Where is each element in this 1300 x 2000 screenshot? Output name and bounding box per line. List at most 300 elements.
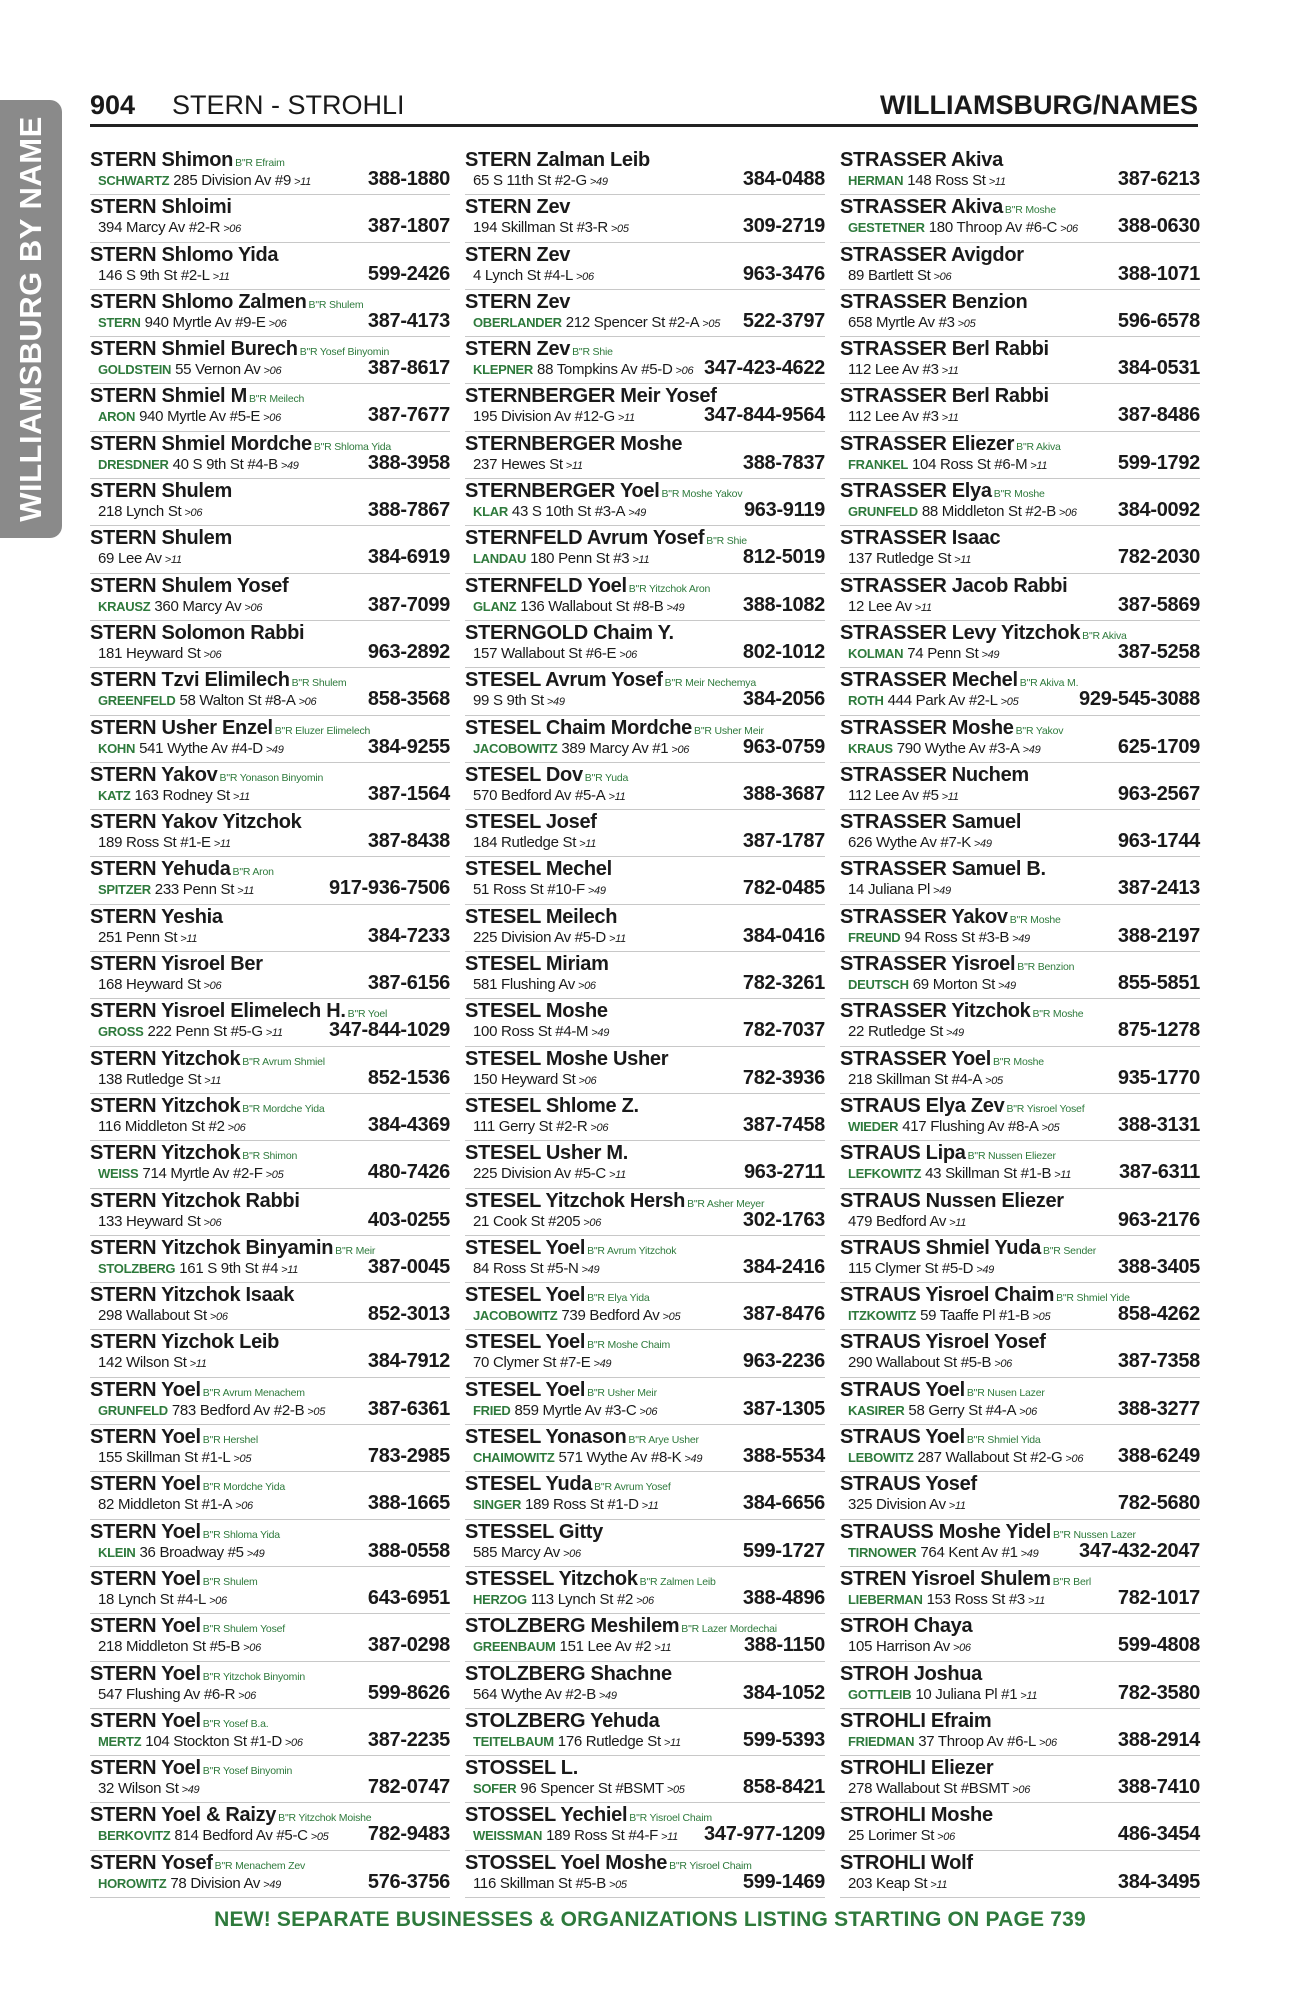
listing-entry [90, 1141, 450, 1188]
listing-entry [840, 716, 1200, 763]
listing-entry [840, 763, 1200, 810]
listing-address [848, 1307, 1050, 1324]
listing-phone: 599-4808 [1117, 1634, 1200, 1657]
listing-zip-code: >06 [563, 1547, 581, 1560]
listing-relation: B"R Yitzchok Moishe [278, 1812, 372, 1825]
listing-street: 571 Wythe Av #8-K [558, 1449, 682, 1467]
listing-entry [90, 290, 450, 337]
listing-street: 74 Penn St [907, 644, 979, 662]
listing-zip-code: >06 [184, 507, 203, 520]
listing-kin-name: CHAIMOWITZ [473, 1450, 555, 1466]
listing-street: 225 Division Av #5-D [473, 928, 606, 946]
listing-street: 146 S 9th St #2-L [98, 266, 210, 284]
listing-street: 161 S 9th St #4 [179, 1259, 279, 1277]
listing-street: 940 Myrtle Av #9-E [144, 313, 266, 331]
listing-relation: B"R Efraim [235, 157, 285, 169]
listing-name [840, 622, 1127, 645]
listing-kin-name: KLAR [473, 504, 508, 520]
listing-phone: 384-1052 [742, 1681, 825, 1704]
listing-kin-name: JACOBOWITZ [473, 740, 558, 756]
listing-street: 218 Middleton St #5-B [98, 1638, 241, 1656]
listing-kin-name: SPITZER [98, 882, 151, 898]
listing-street: 389 Marcy Av #1 [561, 739, 669, 757]
listing-kin-name: TIRNOWER [848, 1544, 917, 1560]
listing-kin-name: LEBOWITZ [848, 1450, 914, 1466]
listing-kin-name: STERN [98, 314, 141, 330]
listing-name-text: STERN Usher Enzel [90, 716, 273, 739]
listing-kin-name: STOLZBERG [98, 1260, 176, 1276]
listing-address [473, 1733, 681, 1750]
listing-name [90, 953, 263, 976]
listing-name-text: STOSSEL Yechiel [465, 1804, 628, 1827]
listing-phone: 963-2236 [742, 1350, 825, 1373]
listing-phone: 302-1763 [742, 1208, 825, 1231]
listing-phone: 388-6249 [1117, 1445, 1200, 1468]
listing-zip-code: >05 [1032, 1311, 1051, 1324]
listing-entry [90, 1283, 450, 1330]
listing-entry [465, 1094, 825, 1141]
listing-phone: 782-1017 [1117, 1586, 1200, 1609]
listing-entry [840, 999, 1200, 1046]
listing-name-text: STERN Yoel [90, 1615, 201, 1638]
listing-phone: 782-5680 [1117, 1492, 1200, 1515]
listing-name [90, 1804, 371, 1827]
listing-entry [465, 574, 825, 621]
listing-name-text: STERN Yakov [90, 763, 218, 786]
listing-name-text: STERNBERGER Yoel [465, 480, 660, 503]
listing-street: 142 Wilson St [98, 1354, 187, 1372]
listing-street: 570 Bedford Av #5-A [473, 786, 606, 804]
listing-address [848, 550, 971, 567]
listing-name [465, 906, 617, 929]
listing-name [465, 858, 612, 881]
listing-street: 150 Heyward St [473, 1070, 576, 1088]
listing-phone: 812-5019 [742, 546, 825, 569]
listing-kin-name: KOLMAN [848, 645, 904, 661]
listing-street: 237 Hewes St [473, 455, 563, 473]
listing-kin-name: GREENFELD [98, 693, 176, 709]
listing-zip-code: >49 [981, 648, 1000, 661]
listing-name-text: STERN Shlomo Yida [90, 243, 279, 266]
listing-entry [90, 1614, 450, 1661]
listing-name-text: STERN Yoel [90, 1426, 201, 1449]
listing-street: 18 Lynch St #4-L [98, 1590, 207, 1608]
listing-address [98, 1118, 245, 1135]
listing-street: 181 Heyward St [98, 644, 201, 662]
listing-phone: 388-7837 [742, 451, 825, 474]
listing-phone: 387-1305 [742, 1397, 825, 1420]
listing-street: 112 Lee Av #5 [848, 786, 939, 804]
listing-zip-code: >11 [948, 1500, 966, 1513]
listing-name-text: STERN Shimon [90, 149, 234, 171]
listing-kin-name: KRAUSZ [98, 598, 151, 614]
listing-street: 115 Clymer St #5-D [848, 1259, 974, 1277]
listing-zip-code: >05 [307, 1405, 326, 1418]
listing-address [473, 1071, 596, 1088]
listing-address [98, 503, 202, 520]
listing-street: 51 Ross St #10-F [473, 881, 585, 899]
listing-name [90, 433, 391, 456]
listing-name [840, 1048, 1044, 1071]
listing-kin-name: ARON [98, 409, 136, 425]
listing-entry [840, 1851, 1200, 1898]
listing-name-text: STOLZBERG Meshilem [465, 1615, 680, 1638]
listing-zip-code: >11 [654, 1642, 672, 1655]
listing-address [98, 645, 221, 662]
listing-name [90, 906, 223, 929]
listing-phone: 387-7358 [1117, 1350, 1200, 1373]
listing-address [848, 1686, 1037, 1703]
listing-name-text: STERN Shulem [90, 480, 232, 503]
listing-zip-code: >06 [209, 1594, 227, 1607]
listing-street: 84 Ross St #5-N [473, 1259, 579, 1277]
listing-name-text: STESEL Dov [465, 763, 583, 786]
listing-entry [90, 1851, 450, 1898]
listing-zip-code: >06 [577, 980, 596, 993]
listing-phone: 388-1880 [367, 168, 450, 190]
listing-zip-code: >06 [243, 1642, 261, 1655]
listing-address [848, 645, 999, 662]
listing-address [848, 1449, 1083, 1466]
listing-name [840, 1379, 1045, 1402]
listing-name [840, 1237, 1096, 1260]
listing-phone: 388-3405 [1117, 1255, 1200, 1278]
listing-zip-code: >06 [203, 980, 222, 993]
listing-name [90, 717, 370, 740]
listing-name [465, 717, 764, 740]
listing-name [90, 764, 323, 787]
listing-address [98, 267, 230, 284]
listing-relation: B"R Yoel [347, 1008, 388, 1021]
listing-address [848, 1875, 947, 1892]
listing-phone: 384-0092 [1117, 499, 1200, 522]
listing-name [465, 385, 717, 408]
listing-phone: 403-0255 [367, 1208, 450, 1231]
listing-kin-name: FRANKEL [848, 456, 909, 472]
listing-street: 298 Wallabout St [98, 1307, 207, 1325]
listing-address [473, 598, 684, 615]
listing-address [473, 787, 625, 804]
listing-phone: 347-844-9564 [704, 404, 825, 427]
listing-zip-code: >06 [590, 1121, 609, 1134]
listing-zip-code: >49 [1020, 1547, 1039, 1560]
listing-relation: B"R Benzion [1017, 961, 1075, 974]
listing-relation: B"R Yisroel Yosef [1006, 1102, 1085, 1115]
listing-zip-code: >06 [263, 365, 282, 378]
listing-kin-name: BERKOVITZ [98, 1828, 171, 1844]
listing-street: 113 Lynch St #2 [530, 1590, 634, 1608]
listing-name-text: STERN Yitzchok [90, 1094, 241, 1117]
listing-phone: 387-8617 [367, 357, 450, 380]
listing-phone: 388-4896 [742, 1586, 825, 1609]
listing-name-text: STERN Shloimi [90, 196, 232, 219]
listing-zip-code: >06 [1060, 223, 1078, 236]
listing-name [840, 1331, 1046, 1354]
listing-address [848, 1638, 971, 1655]
listing-kin-name: GOLDSTEIN [98, 362, 172, 378]
listing-name [465, 1521, 603, 1544]
listing-kin-name: HERZOG [473, 1591, 527, 1607]
listing-entry [465, 1851, 825, 1898]
listing-street: 203 Keap St [848, 1874, 928, 1892]
listing-entry [90, 195, 450, 242]
listing-zip-code: >05 [666, 1784, 685, 1797]
listing-name [90, 622, 304, 645]
listing-name [840, 1190, 1064, 1213]
listing-zip-code: >06 [994, 1358, 1012, 1371]
listing-phone: 596-6578 [1117, 309, 1200, 332]
listing-entry [90, 763, 450, 810]
listing-phone: 388-2197 [1117, 924, 1200, 947]
listing-phone: 935-1770 [1117, 1066, 1200, 1089]
listing-address [98, 1213, 221, 1230]
listing-entry [840, 1094, 1200, 1141]
listing-kin-name: HERMAN [848, 173, 904, 188]
listing-entry [840, 1189, 1200, 1236]
listing-kin-name: FRIED [473, 1402, 511, 1418]
listing-entry [90, 1425, 450, 1472]
listing-zip-code: >06 [639, 1405, 658, 1418]
listing-name [840, 669, 1078, 692]
listing-phone: 643-6951 [367, 1586, 450, 1609]
listing-address [98, 1449, 251, 1466]
listing-street: 940 Myrtle Av #5-E [139, 408, 261, 426]
listing-street: 585 Marcy Av [473, 1543, 561, 1561]
listing-street: 58 Gerry St #4-A [908, 1401, 1017, 1419]
listing-address [473, 219, 629, 236]
listing-kin-name: KLEIN [98, 1544, 136, 1560]
listing-name-text: STERN Shulem [90, 527, 232, 550]
listing-address [473, 1449, 702, 1466]
listing-name [465, 1663, 672, 1686]
listing-name-text: STERN Yoel [90, 1662, 201, 1685]
listing-entry [465, 479, 825, 526]
listing-name [90, 338, 389, 361]
footer-notice: NEW! SEPARATE BUSINESSES & ORGANIZATIONS LISTING STARTING ON PAGE 739 [214, 1908, 1086, 1931]
listing-address [98, 1023, 283, 1040]
listing-entry [465, 1614, 825, 1661]
listing-street: 189 Ross St #4-F [546, 1827, 659, 1845]
listing-address [848, 1354, 1012, 1371]
listing-kin-name: HOROWITZ [98, 1875, 167, 1891]
listing-address [98, 1638, 261, 1655]
listing-relation: B"R Asher Meyer [687, 1197, 765, 1210]
listing-zip-code: >11 [663, 1736, 681, 1749]
listing-zip-code: >11 [661, 1831, 678, 1844]
listing-address [473, 503, 646, 520]
listing-address [848, 456, 1047, 473]
listing-phone: 963-0759 [742, 735, 825, 758]
listing-relation: B"R Moshe [1009, 913, 1061, 926]
listing-street: 36 Broadway #5 [139, 1543, 244, 1561]
listing-relation: B"R Avrum Menachem [202, 1386, 305, 1399]
listing-phone: 486-3454 [1117, 1823, 1200, 1846]
listing-phone: 388-7867 [367, 499, 450, 522]
listing-entry [840, 1047, 1200, 1094]
listing-entry [465, 290, 825, 337]
listing-phone: 384-7912 [367, 1350, 450, 1373]
listing-name [465, 1000, 608, 1023]
listing-address [473, 834, 596, 851]
listing-zip-code: >11 [232, 790, 250, 803]
listing-entry [840, 290, 1200, 337]
listing-address [473, 1591, 654, 1608]
listing-phone: 388-3277 [1117, 1397, 1200, 1420]
listing-zip-code: >11 [1030, 459, 1048, 472]
listing-name [465, 1473, 671, 1496]
listing-entry [90, 621, 450, 668]
listing-address [98, 1402, 325, 1419]
listing-kin-name: WEISS [98, 1166, 139, 1182]
listing-relation: B"R Shimon [242, 1150, 298, 1163]
listing-street: 285 Division Av #9 [173, 172, 292, 189]
listing-name [90, 575, 288, 598]
listing-phone: 384-0531 [1117, 357, 1200, 380]
listing-name [840, 244, 1024, 267]
listing-entry [465, 1141, 825, 1188]
listing-address [848, 787, 959, 804]
listing-relation: B"R Shmiel Yida [966, 1434, 1041, 1447]
listing-kin-name: GRUNFELD [98, 1402, 168, 1418]
listing-name [465, 433, 682, 456]
listing-address [473, 1686, 617, 1703]
column-2 [465, 148, 825, 1898]
listing-street: 59 Taaffe Pl #1-B [920, 1307, 1030, 1325]
listing-street: 32 Wilson St [98, 1780, 179, 1798]
listing-phone: 384-9255 [367, 735, 450, 758]
listing-phone: 384-7233 [367, 924, 450, 947]
listing-relation: B"R Akiva M. [1019, 677, 1079, 690]
listing-relation: B"R Mordche Yida [242, 1102, 325, 1115]
listing-zip-code: >11 [237, 885, 255, 898]
listing-name-text: STESEL Josef [465, 811, 597, 834]
listing-relation: B"R Yonason Binyomin [219, 771, 324, 784]
listing-zip-code: >06 [203, 1216, 222, 1229]
listing-kin-name: JACOBOWITZ [473, 1308, 558, 1324]
listing-name [840, 858, 1046, 881]
listing-address [848, 361, 959, 378]
listing-street: 290 Wallabout St #5-B [848, 1354, 992, 1372]
listing-phone: 782-3261 [742, 972, 825, 995]
listing-name [465, 1804, 712, 1827]
listing-name-text: STERN Yakov Yitzchok [90, 811, 302, 834]
listing-address [848, 408, 959, 425]
listing-zip-code: >11 [212, 270, 230, 283]
listing-street: 626 Wythe Av #7-K [848, 834, 971, 852]
listing-street: 65 S 11th St #2-G [473, 172, 587, 189]
listing-phone: 625-1709 [1117, 735, 1200, 758]
listing-phone: 387-8486 [1117, 404, 1200, 427]
listing-street: 99 S 9th St [473, 692, 544, 710]
listing-phone: 782-9483 [367, 1823, 450, 1846]
listing-name [465, 1142, 628, 1165]
listing-kin-name: GLANZ [473, 598, 517, 614]
listing-entry [465, 905, 825, 952]
listing-street: 138 Rutledge St [98, 1070, 202, 1088]
listing-address [848, 172, 1006, 189]
listing-address [473, 408, 635, 425]
listing-street: 37 Throop Av #6-L [918, 1732, 1036, 1750]
listing-entry [90, 1803, 450, 1850]
listing-zip-code: >05 [310, 1831, 329, 1844]
listing-name [465, 1757, 578, 1780]
listing-zip-code: >06 [636, 1594, 654, 1607]
listing-entry [465, 148, 825, 195]
listing-phone: 852-1536 [367, 1066, 450, 1089]
listing-street: 783 Bedford Av #2-B [171, 1401, 305, 1419]
listing-kin-name: KASIRER [848, 1402, 905, 1418]
listing-address [848, 219, 1078, 236]
listing-kin-name: KLEPNER [473, 362, 534, 378]
listing-address [98, 1875, 281, 1892]
listing-kin-name: GRUNFELD [848, 504, 918, 520]
listing-name-text: STERNFELD Avrum Yosef [465, 527, 705, 550]
listing-street: 43 S 10th St #3-A [511, 503, 626, 521]
listing-name-text: STERN Shlomo Zalmen [90, 290, 307, 313]
listing-street: 100 Ross St #4-M [473, 1023, 589, 1041]
listing-address [473, 172, 608, 189]
listing-name-text: STERN Tzvi Elimilech [90, 669, 290, 692]
listing-zip-code: >06 [244, 601, 263, 614]
listing-name-text: STRAUS Elya Zev [840, 1094, 1005, 1117]
listing-name [465, 338, 613, 361]
listing-name-text: STERN Zev [465, 196, 571, 219]
listing-entry [840, 1567, 1200, 1614]
listing-address [98, 1165, 283, 1182]
listing-zip-code: >06 [1019, 1405, 1037, 1418]
listing-entry [840, 857, 1200, 904]
listing-phone: 522-3797 [742, 309, 825, 332]
listing-street: 116 Middleton St #2 [98, 1117, 225, 1135]
listing-street: 325 Division Av [848, 1496, 946, 1514]
listing-address [473, 976, 596, 993]
listing-phone: 782-0747 [367, 1776, 450, 1799]
listing-relation: B"R Yosef Binyomin [202, 1765, 293, 1778]
listing-phone: 387-2235 [367, 1728, 450, 1751]
listing-street: 58 Walton St #8-A [179, 692, 296, 710]
listing-name-text: STRASSER Akiva [840, 149, 1003, 171]
listing-phone: 384-3495 [1117, 1870, 1200, 1893]
listing-phone: 599-2426 [367, 262, 450, 285]
listing-address [473, 361, 693, 378]
listing-kin-name: SINGER [473, 1497, 522, 1513]
listing-entry [90, 1709, 450, 1756]
listing-name [465, 953, 609, 976]
listing-zip-code: >05 [610, 223, 629, 236]
listing-phone: 387-1564 [367, 782, 450, 805]
listing-relation: B"R Yisroel Chaim [629, 1812, 712, 1825]
listing-zip-code: >49 [181, 1784, 200, 1797]
listing-street: 479 Bedford Av [848, 1212, 947, 1230]
listing-phone: 388-5534 [742, 1445, 825, 1468]
listing-street: 105 Harrison Av [848, 1638, 950, 1656]
listing-zip-code: >49 [1012, 932, 1030, 945]
listing-phone: 576-3756 [367, 1870, 450, 1893]
listing-kin-name: LEFKOWITZ [848, 1166, 922, 1182]
listing-kin-name: WEISSMAN [473, 1828, 543, 1844]
listing-name-text: STERN Yoel [90, 1378, 201, 1401]
listing-street: 104 Ross St #6-M [912, 455, 1028, 473]
listing-name [90, 1237, 375, 1260]
listing-phone: 963-2892 [367, 640, 450, 663]
listing-address [473, 645, 637, 662]
listing-address [473, 1307, 680, 1324]
listing-kin-name: KOHN [98, 740, 136, 756]
listing-street: 859 Myrtle Av #3-C [514, 1401, 637, 1419]
listing-relation: B"R Zalmen Leib [639, 1575, 716, 1588]
listing-zip-code: >06 [298, 696, 317, 709]
listing-phone: 387-5258 [1117, 640, 1200, 663]
